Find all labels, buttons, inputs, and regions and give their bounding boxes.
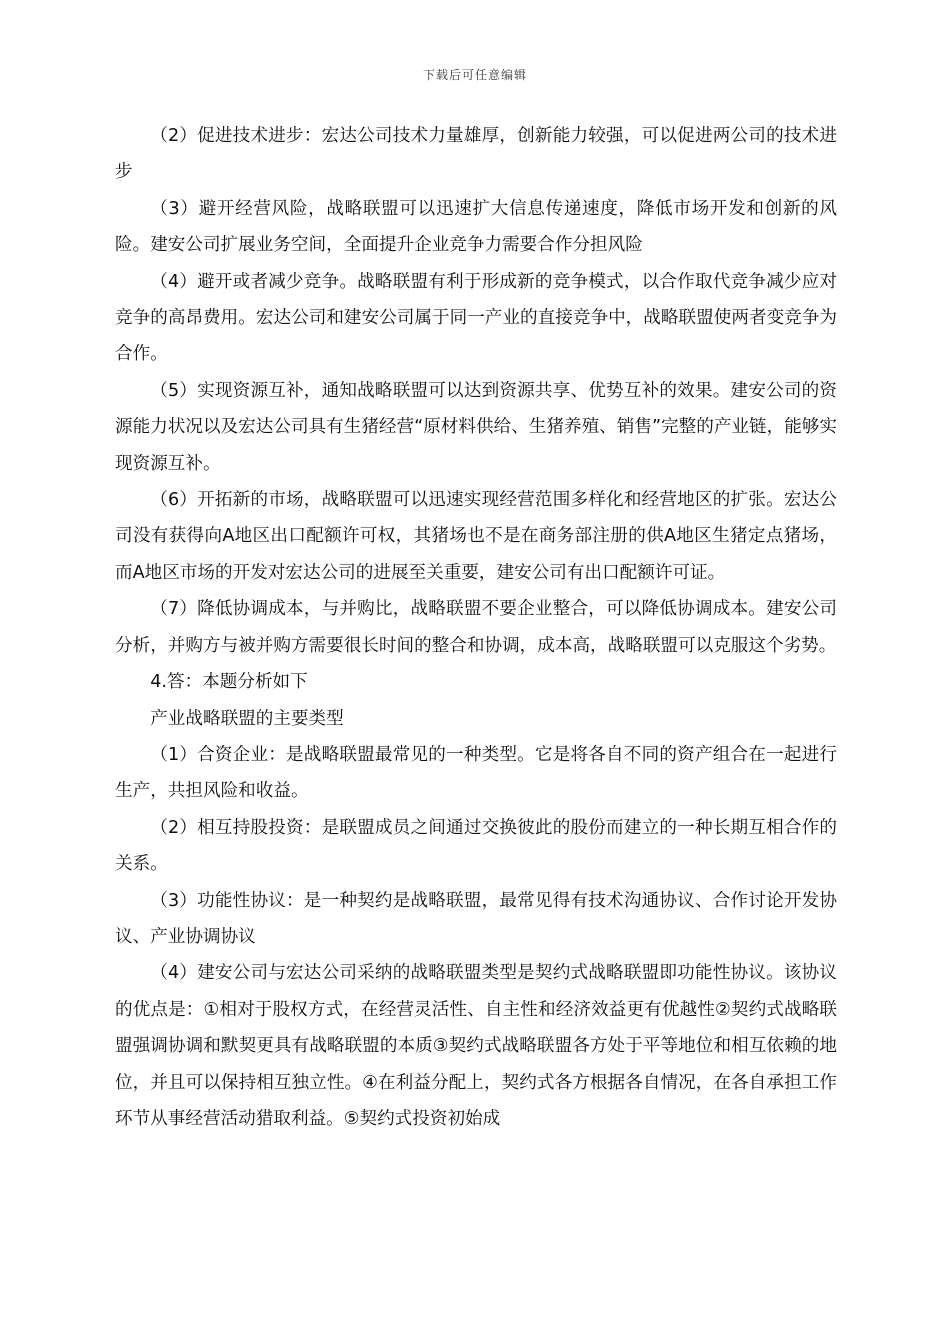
section-heading: 产业战略联盟的主要类型 [150, 708, 344, 729]
paragraph: （5）实现资源互补，通知战略联盟可以达到资源共享、优势互补的效果。建安公司的资源能力状况以及宏达公司具有生猪经营“原材料供给、生猪养殖、销售”完整的产业链，能够实现资源互补。 [115, 380, 837, 474]
answer-heading: 4.答：本题分析如下 [150, 672, 308, 693]
paragraph: （4）建安公司与宏达公司采纳的战略联盟类型是契约式战略联盟即功能性协议。该协议的优点是：①相对于股权方式，在经营灵活性、自主性和经济效益更有优越性②契约式战略联盟强调协调和默契更具有战略联盟的本质③契约式战略联盟各方处于平等地位和相互依赖的地位，并且可以保持相互独立性。④在利益分配上，契约式各方根据各自情况，在各自承担工作环节从事经营活动猎取利益。⑤契约式投资初始成 [115, 963, 837, 1129]
paragraph: （1）合资企业：是战略联盟最常见的一种类型。它是将各自不同的资产组合在一起进行生产，共担风险和收益。 [115, 744, 837, 802]
paragraph: （7）降低协调成本，与并购比，战略联盟不要企业整合，可以降低协调成本。建安公司分析，并购方与被并购方需要很长时间的整合和协调，成本高，战略联盟可以克服这个劣势。 [115, 599, 837, 656]
paragraph: （2）相互持股投资：是联盟成员之间通过交换彼此的股份而建立的一种长期互相合作的关系。 [115, 817, 837, 875]
paragraph: （3）功能性协议：是一种契约是战略联盟，最常见得有技术沟通协议、合作讨论开发协议、产业协调协议 [115, 890, 837, 947]
page-header: 下载后可任意编辑 [422, 68, 527, 82]
paragraph: （4）避开或者减少竞争。战略联盟有利于形成新的竞争模式，以合作取代竞争减少应对竞争的高昂费用。宏达公司和建安公司属于同一产业的直接竞争中，战略联盟使两者变竞争为合作。 [115, 271, 837, 365]
paragraph: （6）开拓新的市场，战略联盟可以迅速实现经营范围多样化和经营地区的扩张。宏达公司没有获得向A地区出口配额许可权，其猪场也不是在商务部注册的供A地区生猪定点猪场，而A地区市场的开发对宏达公司的进展至关重要，建安公司有出口配额许可证。 [115, 490, 837, 583]
document-body [115, 118, 837, 1137]
paragraph: （3）避开经营风险，战略联盟可以迅速扩大信息传递速度，降低市场开发和创新的风险。建安公司扩展业务空间，全面提升企业竞争力需要合作分担风险 [115, 198, 837, 256]
paragraph: （2）促进技术进步：宏达公司技术力量雄厚，创新能力较强，可以促进两公司的技术进步 [115, 126, 837, 183]
